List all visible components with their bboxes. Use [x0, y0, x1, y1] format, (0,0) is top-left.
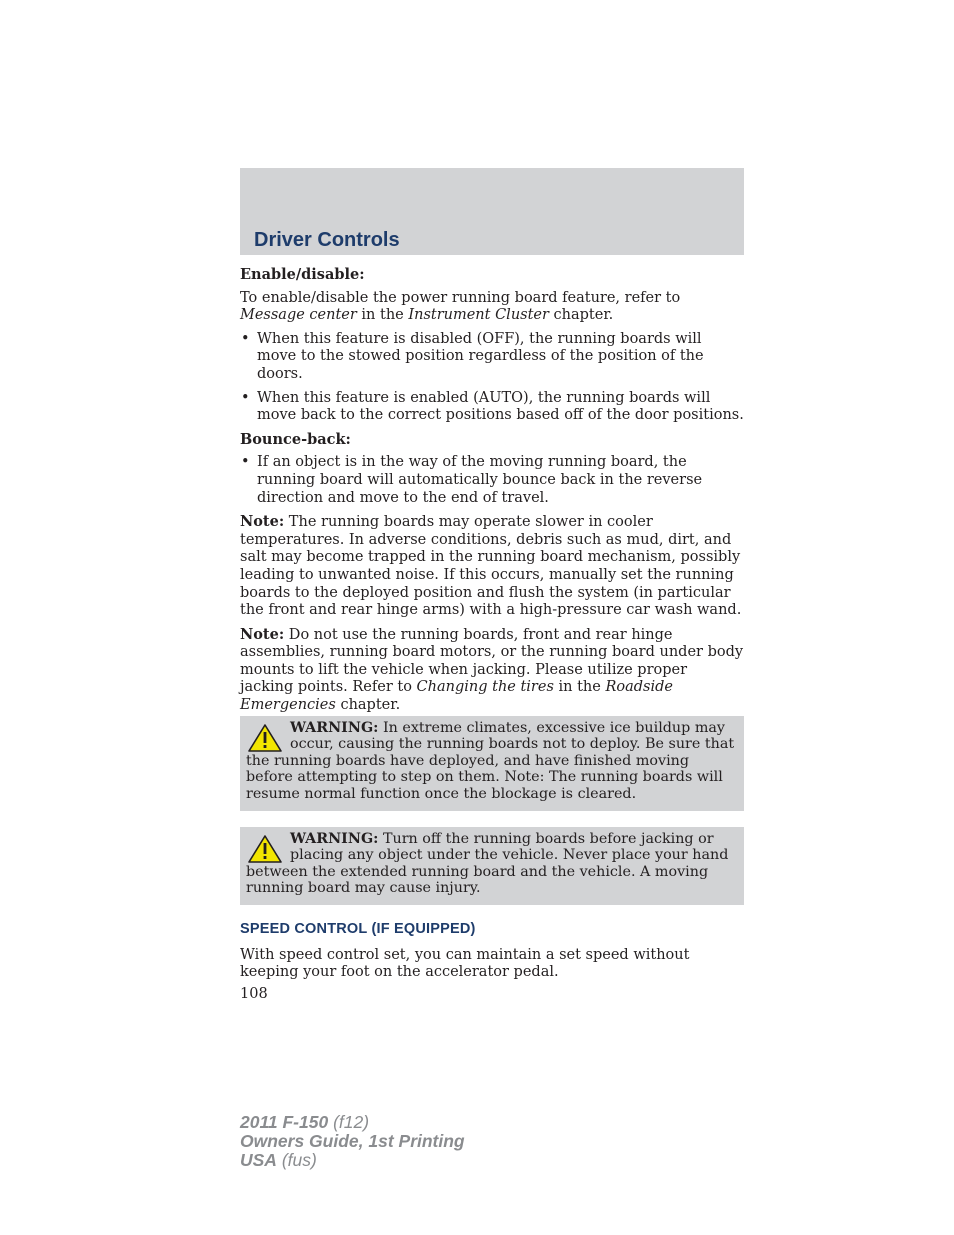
enable-intro-part: Instrument Cluster [408, 307, 549, 324]
enable-intro [240, 290, 744, 325]
warning-text: Turn off the running boards before jacking or placing any object under the vehicle. Never place your hand between the extended running board and the vehicle. A moving running board may cause injury. [246, 830, 729, 897]
note-text: chapter. [335, 697, 401, 714]
page-content [240, 266, 744, 1003]
footer-code: (f12) [328, 1112, 370, 1132]
bounce-heading: Bounce-back: [240, 430, 351, 448]
warning-triangle-icon [248, 724, 282, 752]
note-paragraph [240, 626, 744, 715]
footer-market-code: (fus) [276, 1150, 317, 1170]
section-header-bar [240, 168, 744, 255]
bullet-icon: • [241, 454, 250, 471]
speed-control-heading: SPEED CONTROL (IF EQUIPPED) [240, 921, 476, 937]
speed-control-text: With speed control set, you can maintain a set speed without keeping your foot on the accelerator pedal. [240, 946, 690, 981]
note-text: in the [553, 679, 606, 696]
page-number: 108 [240, 985, 268, 1002]
list-item [240, 331, 744, 384]
warning-text: In extreme climates, excessive ice buildup may occur, causing the running boards not to deploy. Be sure that the running boards have deployed, and have finished moving before attempting to step on them. Note: The running boards will resume normal function once the blockage is cleared. [246, 719, 735, 803]
note-label: Note: [240, 625, 285, 643]
footer-line [240, 1132, 465, 1151]
footer-market: USA [240, 1150, 277, 1170]
note-paragraph [240, 513, 744, 620]
list-item-text: When this feature is disabled (OFF), the running boards will move to the stowed position regardless of the position of the doors. [257, 330, 704, 382]
note-text: Roadside Emergencies [240, 679, 673, 714]
warning-label: WARNING: [290, 830, 379, 847]
enable-bullet-list [240, 331, 744, 425]
list-item-text: If an object is in the way of the moving running board, the running board will automatically bounce back in the reverse direction and move to the end of travel. [257, 454, 703, 506]
list-item-text: When this feature is enabled (AUTO), the running boards will move back to the correct positions based off of the door positions. [257, 389, 744, 424]
section-title: Driver Controls [254, 229, 400, 251]
bullet-icon: • [241, 330, 250, 347]
note-text: Do not use the running boards, front and rear hinge assemblies, running board motors, or the running board under body mounts to lift the vehicle when jacking. Please utilize proper jacking points. Refer to [240, 626, 744, 696]
enable-intro-part: To enable/disable the power running board feature, refer to [240, 289, 681, 306]
footer-line [240, 1151, 465, 1170]
footer-publication-info [240, 1113, 465, 1170]
enable-intro-part: Message center [240, 307, 357, 324]
bounce-bullet-list [240, 454, 744, 507]
note-label: Note: [240, 513, 285, 531]
warning-label: WARNING: [290, 719, 379, 736]
footer-edition: Owners Guide, 1st Printing [240, 1131, 465, 1151]
note-text: The running boards may operate slower in cooler temperatures. In adverse conditions, debris such as mud, dirt, and salt may become trapped in the running board mechanism, possibly leading to unwanted noise. If this occurs, manually set the running boards to the deployed position and flush the system (in particular the front and rear hinge arms) with a high-pressure car wash wand. [240, 514, 742, 619]
footer-model: 2011 F-150 [240, 1112, 329, 1132]
note-text: Changing the tires [416, 679, 554, 696]
warning-triangle-icon [248, 835, 282, 863]
enable-intro-part: in the [356, 307, 409, 324]
list-item [240, 390, 744, 425]
list-item [240, 454, 744, 507]
bullet-icon: • [241, 389, 250, 406]
enable-heading: Enable/disable: [240, 266, 365, 283]
footer-line [240, 1113, 465, 1132]
warning-box [240, 827, 744, 905]
warning-box [240, 716, 744, 811]
enable-intro-part: chapter. [548, 307, 614, 324]
